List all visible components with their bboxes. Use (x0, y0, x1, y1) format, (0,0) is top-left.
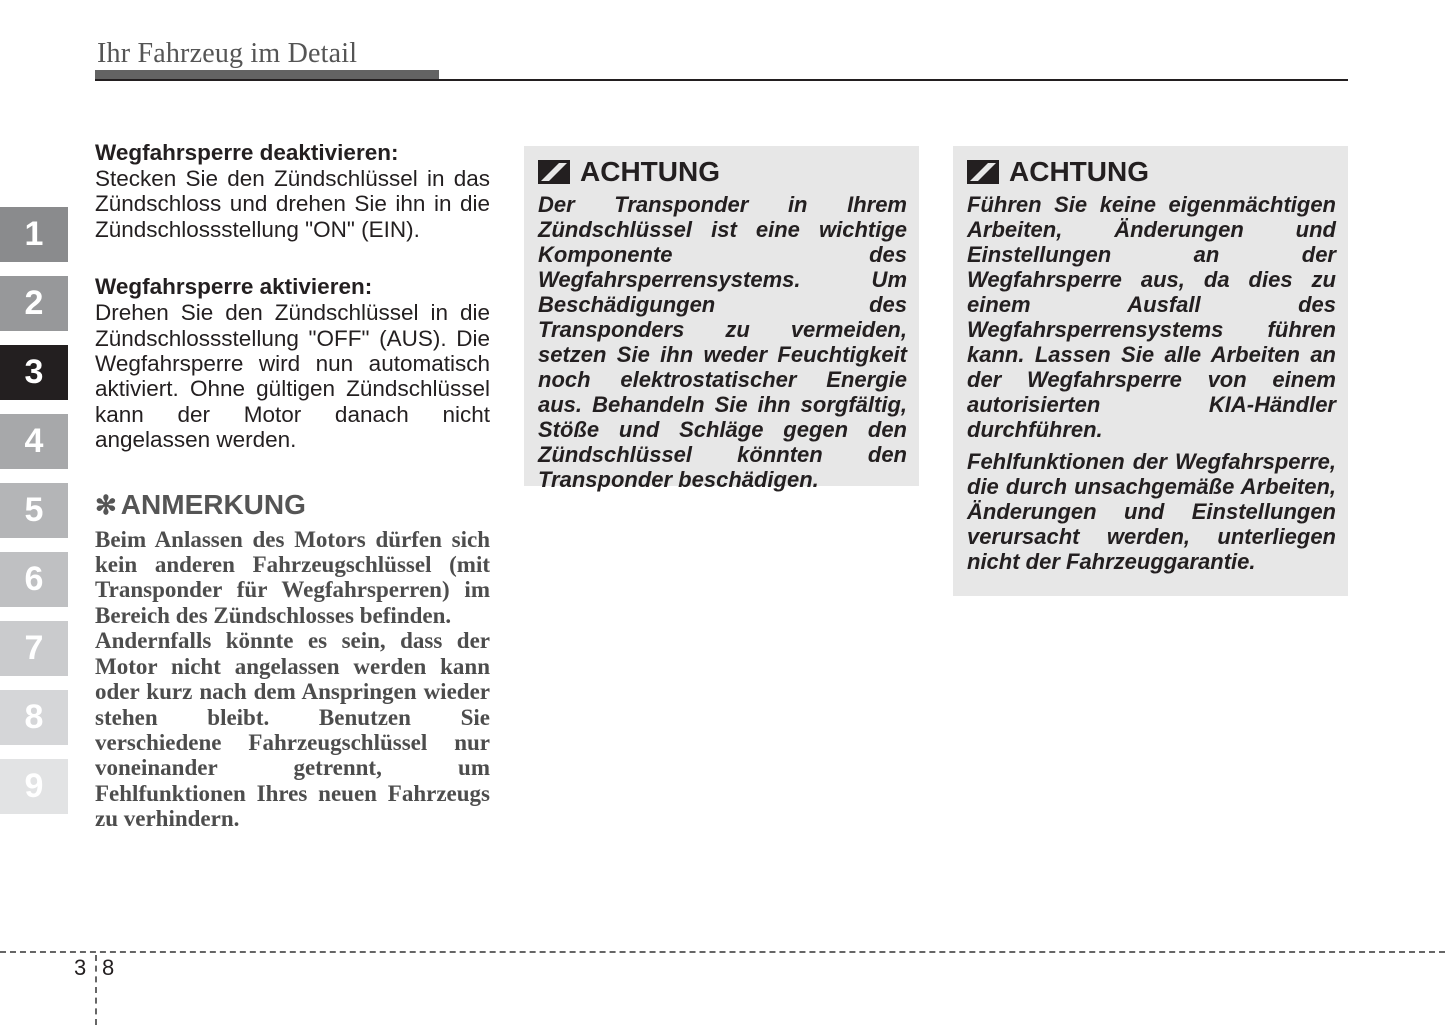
warning-box-right (953, 146, 1348, 596)
warning-icon (538, 160, 570, 184)
page-chapter-number: 3 (74, 955, 87, 980)
chapter-tab-3[interactable]: 3 (0, 345, 68, 400)
chapter-tab-7[interactable]: 7 (0, 621, 68, 676)
warning-header (967, 156, 1336, 188)
warning-text-2: Fehlfunktionen der Wegfahrsperre, die durch unsachgemäße Arbeiten, Änderungen und Einstellungen verursacht werden, unterliegen nicht der Fahrzeuggarantie. (967, 449, 1336, 574)
page-number: 8 (102, 955, 115, 980)
note-text-1: Beim Anlassen des Motors dürfen sich kein anderen Fahrzeugschlüssel (mit Transponder für Wegfahrsperren) im Bereich des Zündschlosses befinden. (95, 526, 490, 628)
chapter-tab-5[interactable]: 5 (0, 483, 68, 538)
page-header-title: Ihr Fahrzeug im Detail (97, 38, 358, 69)
chapter-tab-9[interactable]: 9 (0, 759, 68, 814)
chapter-tab-6[interactable]: 6 (0, 552, 68, 607)
warning-title: ACHTUNG (1009, 156, 1149, 187)
deactivate-text: Stecken Sie den Zündschlüssel in das Zündschloss und drehen Sie ihn in die Zündschlossstellung "ON" (EIN). (95, 166, 490, 242)
note-title: ANMERKUNG (120, 488, 306, 520)
warning-text-1: Führen Sie keine eigenmächtigen Arbeiten, Änderungen und Einstellungen an der Wegfahrsperre aus, da dies zu einem Ausfall des Wegfahrsperrensystems führen kann. Lassen Sie alle Arbeiten an der Wegfahrsperre von einem autorisierten KIA-Händler durchführen. (967, 192, 1336, 442)
chapter-tab-2[interactable]: 2 (0, 276, 68, 331)
chapter-tab-8[interactable]: 8 (0, 690, 68, 745)
note-heading (95, 489, 490, 521)
chapter-tab-4[interactable]: 4 (0, 414, 68, 469)
left-column (95, 140, 490, 832)
deactivate-heading: Wegfahrsperre deaktivieren: (95, 140, 399, 165)
warning-title: ACHTUNG (580, 156, 720, 187)
footer-dashed-rule (0, 951, 1445, 953)
warning-text: Der Transponder in Ihrem Zündschlüssel ist eine wichtige Komponente des Wegfahrsperrensystems. Um Beschädigungen des Transponders zu vermeiden, setzen Sie ihn weder Feuchtigkeit noch elektrostatischer Energie aus. Behandeln Sie ihn sorgfältig, Stöße und Schläge gegen den Zündschlüssel könnten den Transponder beschädigen. (538, 192, 907, 492)
chapter-tab-1[interactable]: 1 (0, 207, 68, 262)
asterisk-icon: ✻ (95, 489, 117, 520)
warning-header (538, 156, 907, 188)
activate-heading: Wegfahrsperre aktivieren: (95, 274, 373, 300)
header-rule (95, 79, 1348, 81)
warning-icon (967, 160, 999, 184)
warning-box-middle (524, 146, 919, 492)
note-text-2: Andernfalls könnte es sein, dass der Motor nicht angelassen werden kann oder kurz nach dem Anspringen wieder stehen bleibt. Benutzen Sie verschiedene Fahrzeugschlüssel nur voneinander getrennt, um Fehlfunktionen Ihres neuen Fahrzeugs zu verhindern. (95, 628, 490, 832)
activate-text: Drehen Sie den Zündschlüssel in die Zündschlossstellung "OFF" (AUS). Die Wegfahrsperre wird nun automatisch aktiviert. Ohne gültigen Zündschlüssel kann der Motor danach nicht angelassen werden. (95, 300, 490, 453)
footer-dashed-divider (95, 955, 97, 1025)
